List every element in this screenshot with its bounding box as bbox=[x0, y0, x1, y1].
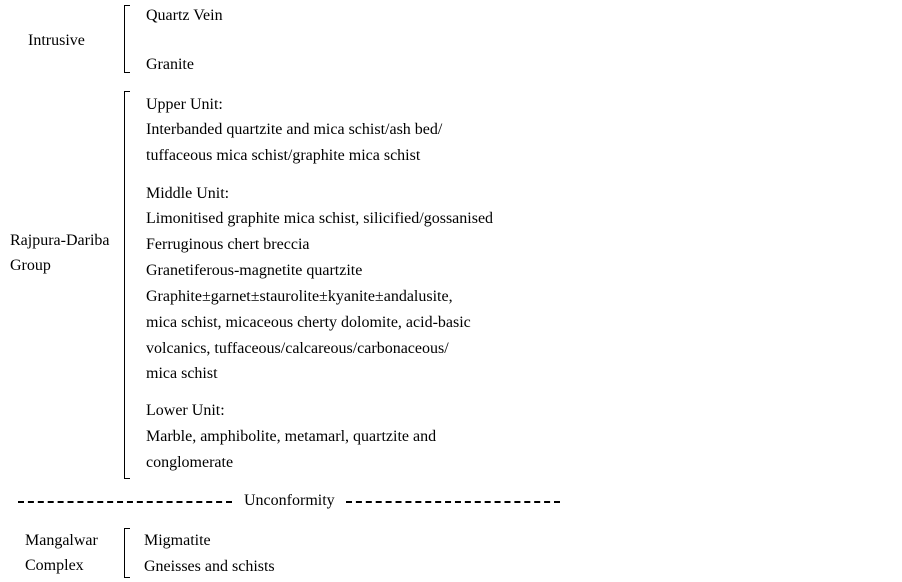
mangalwar-label-line1: Mangalwar bbox=[25, 532, 98, 549]
intrusive-item-granite: Granite bbox=[146, 56, 194, 73]
upper-unit-line: Interbanded quartzite and mica schist/ash bed/ bbox=[146, 121, 443, 138]
mangalwar-item-migmatite: Migmatite bbox=[144, 532, 211, 549]
mangalwar-label-line2: Complex bbox=[25, 557, 84, 574]
middle-unit-line: Ferruginous chert breccia bbox=[146, 236, 310, 253]
middle-unit-line: Graphite±garnet±staurolite±kyanite±andalusite, bbox=[146, 288, 453, 305]
rajpura-label-line2: Group bbox=[10, 257, 51, 274]
rajpura-label-line1: Rajpura-Dariba bbox=[10, 232, 110, 249]
mangalwar-bracket bbox=[124, 528, 130, 578]
unconformity-dash-right bbox=[346, 501, 560, 503]
intrusive-item-quartz-vein: Quartz Vein bbox=[146, 7, 223, 24]
mangalwar-item-gneisses: Gneisses and schists bbox=[144, 558, 275, 575]
rajpura-bracket bbox=[124, 91, 130, 479]
lower-unit-heading: Lower Unit: bbox=[146, 402, 225, 419]
middle-unit-line: mica schist bbox=[146, 365, 218, 382]
intrusive-label: Intrusive bbox=[28, 32, 85, 49]
middle-unit-line: volcanics, tuffaceous/calcareous/carbonaceous/ bbox=[146, 340, 449, 357]
middle-unit-line: mica schist, micaceous cherty dolomite, acid-basic bbox=[146, 314, 471, 331]
unconformity-dash-left bbox=[18, 501, 232, 503]
middle-unit-line: Granetiferous-magnetite quartzite bbox=[146, 262, 363, 279]
intrusive-bracket bbox=[124, 5, 130, 73]
middle-unit-heading: Middle Unit: bbox=[146, 185, 230, 202]
middle-unit-line: Limonitised graphite mica schist, silicified/gossanised bbox=[146, 210, 494, 227]
upper-unit-line: tuffaceous mica schist/graphite mica schist bbox=[146, 147, 421, 164]
lower-unit-line: Marble, amphibolite, metamarl, quartzite and bbox=[146, 428, 437, 445]
lower-unit-line: conglomerate bbox=[146, 454, 234, 471]
unconformity-label: Unconformity bbox=[244, 492, 335, 509]
upper-unit-heading: Upper Unit: bbox=[146, 96, 223, 113]
